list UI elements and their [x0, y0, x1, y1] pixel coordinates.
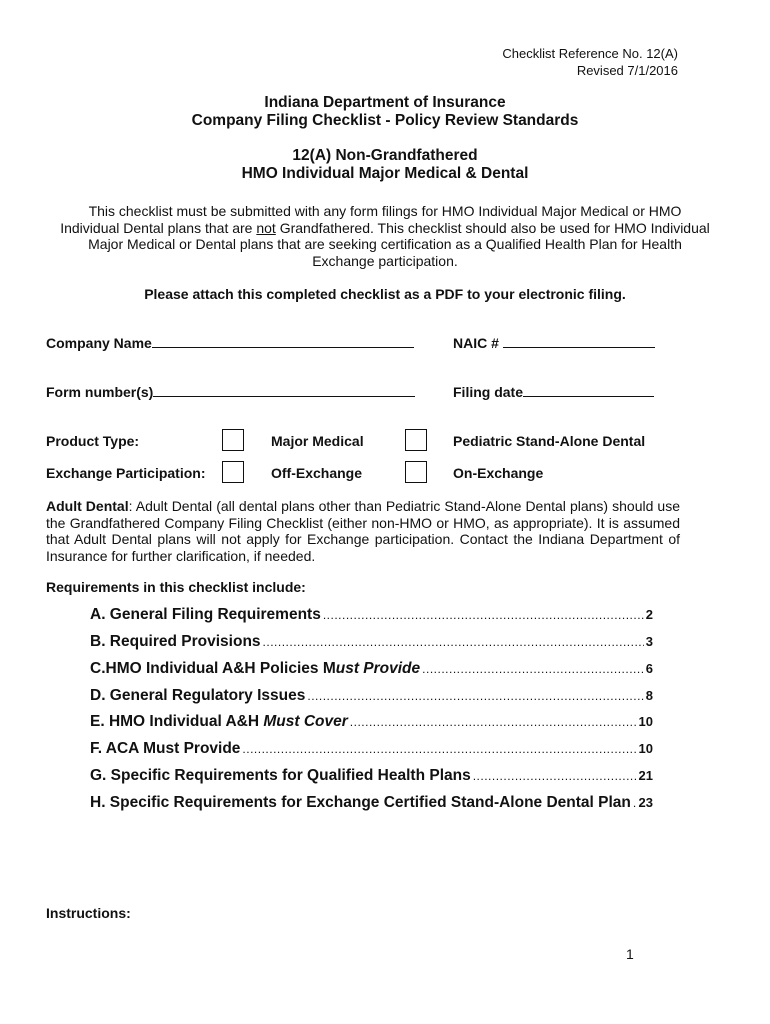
company-name-row [46, 335, 414, 351]
toc-page: 23 [638, 795, 653, 810]
reference-number: Checklist Reference No. 12(A) [502, 46, 678, 61]
intro-text-2: Grandfathered. This checklist should also be used for HMO Individual Major Medical or Dental plans that are seeking certification as a Qualified Health Plan for Health Exchange participation. [88, 219, 710, 269]
toc-label [90, 660, 420, 678]
toc-page: 10 [638, 714, 653, 729]
off-exchange-label: Off-Exchange [271, 465, 363, 481]
toc-page: 8 [645, 688, 653, 703]
toc-label-main: E. HMO Individual A&H [90, 713, 264, 730]
department-title: Indiana Department of Insurance [264, 94, 506, 111]
toc-leader [242, 742, 636, 756]
adult-dental-lead: Adult Dental [46, 498, 129, 514]
plan-type-title: HMO Individual Major Medical & Dental [241, 165, 529, 182]
toc-label: A. General Filing Requirements [90, 606, 321, 623]
form-numbers-row [46, 384, 415, 400]
checklist-title: Company Filing Checklist - Policy Review Standards [191, 112, 579, 129]
requirements-heading: Requirements in this checklist include: [46, 579, 306, 595]
checklist-code: 12(A) Non-Grandfathered [292, 147, 478, 164]
adult-dental-text: : Adult Dental (all dental plans other than Pediatric Stand-Alone Dental plans) should use the Grandfathered Company Filing Checklist (either non-HMO or HMO, as appropriate). It is assumed that Adult Dental plans will not apply for Exchange participation. Contact the Indiana Department of Insurance for further clarification, if needed. [46, 498, 680, 564]
intro-paragraph [58, 203, 712, 269]
toc-leader [263, 635, 644, 649]
toc-label: F. ACA Must Provide [90, 740, 241, 757]
major-medical-checkbox[interactable] [222, 429, 244, 451]
toc-leader [473, 769, 637, 783]
checklist-reference [502, 45, 678, 79]
toc-label: G. Specific Requirements for Qualified Health Plans [90, 767, 471, 784]
toc-page: 3 [645, 634, 653, 649]
page-number: 1 [626, 946, 634, 962]
company-name-label: Company Name [46, 335, 152, 351]
toc-entry[interactable] [90, 713, 653, 731]
off-exchange-checkbox[interactable] [222, 461, 244, 483]
pediatric-dental-checkbox[interactable] [405, 429, 427, 451]
adult-dental-paragraph [46, 498, 680, 564]
exchange-participation-label: Exchange Participation: [46, 465, 206, 481]
pediatric-dental-label: Pediatric Stand-Alone Dental [453, 433, 646, 449]
toc-entry[interactable] [90, 794, 653, 812]
product-type-label: Product Type: [46, 433, 140, 449]
toc-entry[interactable] [90, 633, 653, 651]
toc-entry[interactable] [90, 767, 653, 785]
filing-date-label: Filing date [453, 384, 523, 400]
instructions-label: Instructions: [46, 905, 131, 921]
toc-label-italic: Must Cover [263, 713, 348, 730]
toc-leader [422, 662, 644, 676]
toc-leader [350, 715, 637, 729]
intro-text-1: This checklist must be submitted with any form filings for HMO Individual Major Medical or HMO Individual Dental plans that are [60, 203, 682, 236]
toc-label: H. Specific Requirements for Exchange Certified Stand-Alone Dental Plan [90, 794, 631, 811]
toc-page: 6 [645, 661, 653, 676]
toc-leader [633, 796, 637, 810]
toc-entry[interactable] [90, 606, 653, 624]
on-exchange-label: On-Exchange [453, 465, 544, 481]
form-numbers-label: Form number(s) [46, 384, 154, 400]
major-medical-label: Major Medical [271, 433, 364, 449]
toc-entry[interactable] [90, 740, 653, 758]
toc-page: 21 [638, 768, 653, 783]
naic-field[interactable] [503, 335, 655, 348]
toc-leader [323, 608, 644, 622]
filing-date-row [453, 384, 654, 400]
attach-note: Please attach this completed checklist as a PDF to your electronic filing. [144, 286, 626, 302]
revised-date: Revised 7/1/2016 [576, 63, 678, 78]
intro-underlined: not [256, 219, 276, 236]
toc-entry[interactable] [90, 687, 653, 705]
toc-page: 10 [638, 741, 653, 756]
form-numbers-field[interactable] [153, 384, 415, 397]
naic-label: NAIC # [453, 335, 499, 351]
toc-label: B. Required Provisions [90, 633, 261, 650]
toc-label-main: C.HMO Individual A&H Policies M [90, 660, 336, 677]
naic-row [453, 335, 655, 351]
filing-date-field[interactable] [523, 384, 654, 397]
company-name-field[interactable] [152, 335, 414, 348]
on-exchange-checkbox[interactable] [405, 461, 427, 483]
toc-leader [307, 689, 643, 703]
toc-entry[interactable] [90, 660, 653, 678]
toc-label: D. General Regulatory Issues [90, 687, 306, 704]
toc-label-italic: ust Provide [335, 660, 421, 677]
toc-label [90, 713, 348, 731]
toc-page: 2 [645, 607, 653, 622]
